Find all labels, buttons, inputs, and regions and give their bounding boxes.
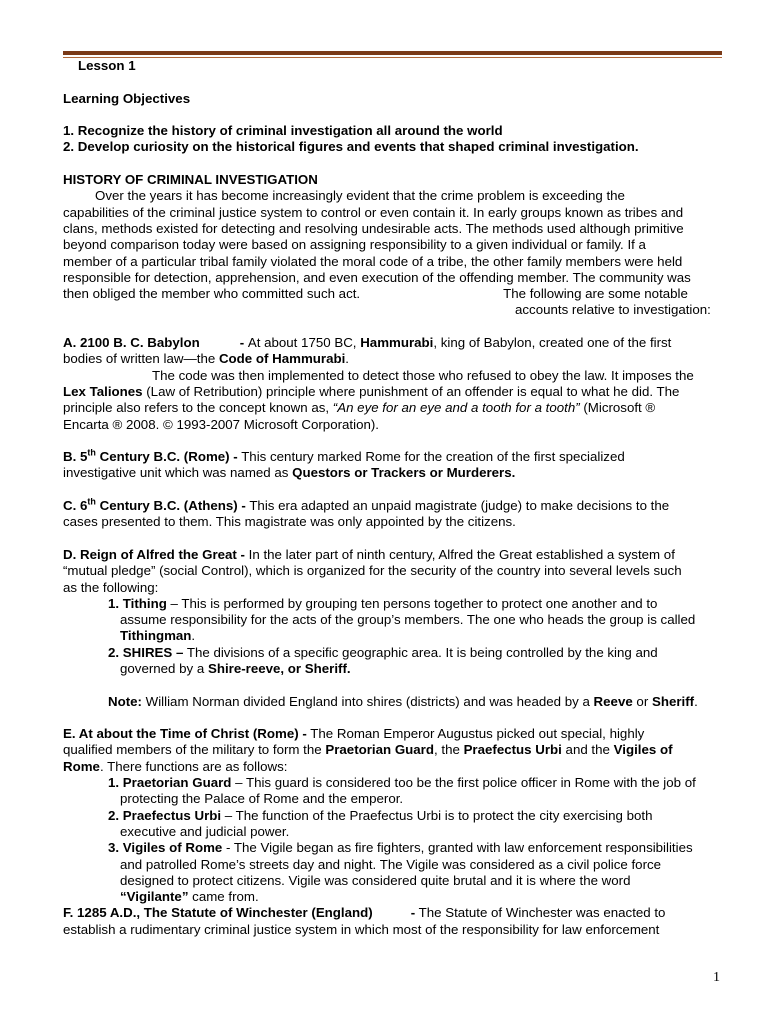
section-d-line: “mutual pledge” (social Control), which is organized for the security of the country into several levels such	[63, 563, 682, 579]
section-f-line: F. 1285 A.D., The Statute of Winchester (England) - The Statute of Winchester was enacted to	[63, 905, 666, 921]
section-f-line: establish a rudimentary criminal justice system in which most of the responsibility for law enforcement	[63, 921, 660, 937]
objective-item: 1. Recognize the history of criminal investigation all around the world	[63, 123, 503, 139]
list-item-shires: governed by a Shire-reeve, or Sheriff.	[120, 660, 351, 676]
section-a-line: A. 2100 B. C. Babylon - At about 1750 BC, Hammurabi, king of Babylon, created one of the first	[63, 335, 672, 351]
section-a-line: Lex Taliones (Law of Retribution) principle where punishment of an offender is equal to what he did. The	[63, 383, 680, 399]
section-e-line: E. At about the Time of Christ (Rome) - The Roman Emperor Augustus picked out special, highly	[63, 726, 645, 742]
section-a-line: The code was then implemented to detect those who refused to obey the law. It imposes the	[152, 367, 694, 383]
header-rule-thick	[63, 51, 722, 55]
list-item-tithing: Tithingman.	[120, 628, 196, 644]
section-a-line: bodies of written law—the Code of Hammurabi.	[63, 351, 349, 367]
history-heading: HISTORY OF CRIMINAL INVESTIGATION	[63, 172, 318, 188]
objectives-heading: Learning Objectives	[63, 90, 191, 106]
list-item-praefectus: executive and judicial power.	[120, 823, 290, 839]
section-a-line: principle also refers to the concept known as, “An eye for an eye and a tooth for a tooth” (Microsoft ®	[63, 400, 656, 416]
section-e-line: qualified members of the military to form the Praetorian Guard, the Praefectus Urbi and the Vigiles of	[63, 742, 673, 758]
section-d-line: D. Reign of Alfred the Great - In the later part of ninth century, Alfred the Great established a system of	[63, 546, 675, 562]
intro-line: clans, methods existed for detecting and resolving undesirable acts. The methods used although primitive	[63, 220, 684, 236]
list-item-praetorian: protecting the Palace of Rome and the emperor.	[120, 791, 404, 807]
list-item-vigiles: “Vigilante” came from.	[120, 889, 259, 905]
intro-line: Over the years it has become increasingly evident that the crime problem is exceeding the	[95, 188, 625, 204]
section-a-line: Encarta ® 2008. © 1993-2007 Microsoft Corporation).	[63, 416, 379, 432]
section-e-line: Rome. There functions are as follows:	[63, 758, 288, 774]
section-b-line: investigative unit which was named as Questors or Trackers or Murderers.	[63, 465, 516, 481]
lesson-title: Lesson 1	[78, 58, 136, 73]
intro-line: member of a particular tribal family violated the moral code of a tribe, the other family members were held	[63, 253, 683, 269]
document-body	[63, 58, 723, 938]
page-number: 1	[713, 970, 720, 985]
intro-line: beyond comparison today were based on assigning responsibility to a given individual or family. If a	[63, 237, 646, 253]
section-b-line: B. 5th Century B.C. (Rome) - This century marked Rome for the creation of the first specialized	[63, 447, 625, 465]
intro-line: responsible for detection, apprehension, and even execution of the offending member. The community was	[63, 269, 691, 285]
intro-line: then obliged the member who committed such act. The following are some notable	[63, 286, 688, 302]
list-item-shires: 2. SHIRES – The divisions of a specific geographic area. It is being controlled by the king and	[108, 644, 658, 660]
section-d-line: as the following:	[63, 579, 159, 595]
intro-line: accounts relative to investigation:	[515, 302, 711, 318]
list-item-vigiles: 3. Vigiles of Rome - The Vigile began as fire fighters, granted with law enforcement responsibilities	[108, 840, 693, 856]
list-item-vigiles: and patrolled Rome’s streets day and night. The Vigile was considered as a civil police force	[120, 856, 662, 872]
list-item-tithing: assume responsibility for the acts of the group’s members. The one who heads the group is called	[120, 612, 696, 628]
list-item-tithing: 1. Tithing – This is performed by grouping ten persons together to protect one another and to	[108, 595, 658, 611]
list-item-praefectus: 2. Praefectus Urbi – The function of the Praefectus Urbi is to protect the city exercising both	[108, 807, 653, 823]
objective-item: 2. Develop curiosity on the historical figures and events that shaped criminal investigation.	[63, 139, 639, 155]
note-line: Note: William Norman divided England into shires (districts) and was headed by a Reeve or Sheriff.	[108, 693, 698, 709]
section-c-line: C. 6th Century B.C. (Athens) - This era adapted an unpaid magistrate (judge) to make decisions to the	[63, 496, 670, 514]
list-item-praetorian: 1. Praetorian Guard – This guard is considered too be the first police officer in Rome with the job of	[108, 775, 696, 791]
list-item-vigiles: designed to protect citizens. Vigile was considered quite brutal and it is where the word	[120, 872, 631, 888]
section-c-line: cases presented to them. This magistrate was only appointed by the citizens.	[63, 514, 516, 530]
intro-line: capabilities of the criminal justice system to control or even contain it. In early groups known as tribes and	[63, 204, 684, 220]
